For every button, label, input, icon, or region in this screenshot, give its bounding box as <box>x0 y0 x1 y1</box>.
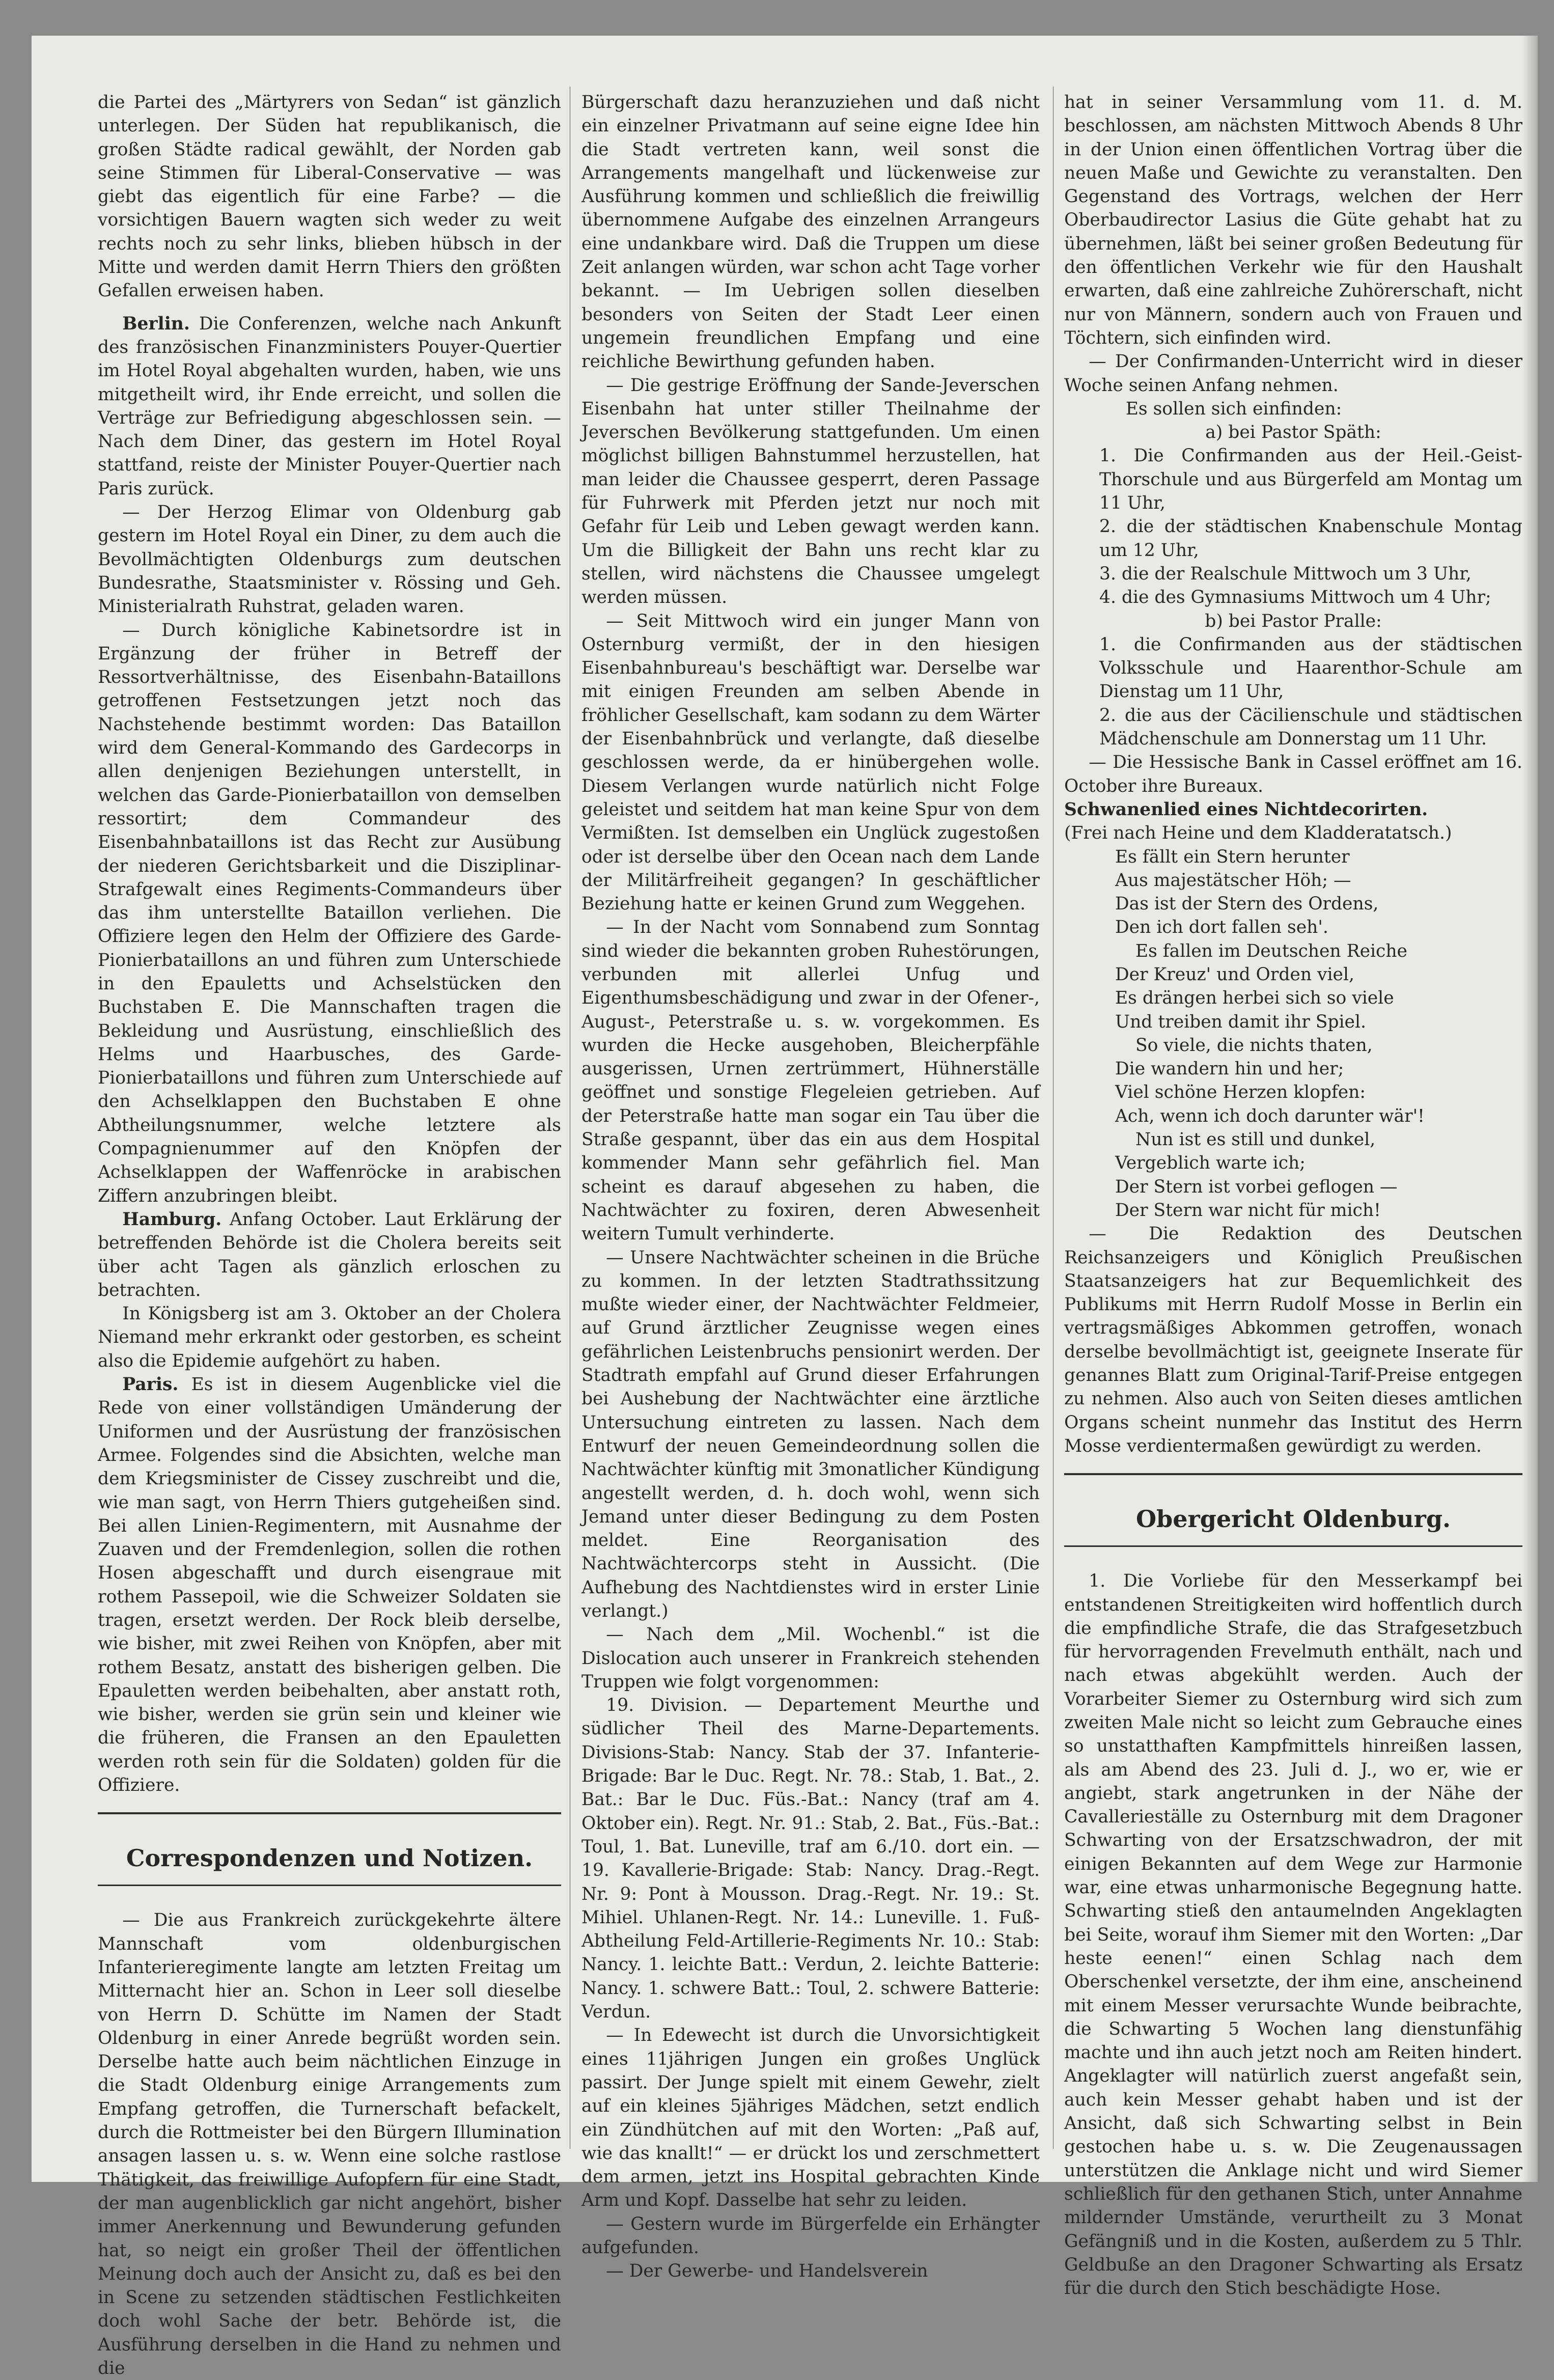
dateline: Paris. <box>122 1374 179 1395</box>
section-title: Correspondenzen und Notizen. <box>126 1844 533 1872</box>
poem-line: Es fallen im Deutschen Reiche <box>1135 940 1407 961</box>
newspaper-page <box>32 36 1538 2379</box>
article-paragraph: — Der Gewerbe- und Handelsverein <box>606 2261 928 2282</box>
poem-line: Das ist der Stern des Ordens, <box>1115 894 1379 915</box>
column-middle <box>581 91 1040 2283</box>
list-heading: b) bei Pastor Pralle: <box>1205 611 1382 631</box>
poem-title: Schwanenlied eines Nichtdecorirten. <box>1064 799 1428 820</box>
column-right <box>1064 91 1522 2300</box>
section-divider <box>1064 1545 1522 1547</box>
poem-line: Und treiben damit ihr Spiel. <box>1115 1011 1366 1032</box>
article-paragraph: — Seit Mittwoch wird ein junger Mann von Osternburg vermißt, der in den hiesigen Eisenbahnbureau's beschäftigt war. Derselbe war mit einigen Freunden am selben Abende in fröhlicher Gesellschaft, kam sodann zu dem Wärter der Eisenbahnbrück und verlangte, daß dieselbe geschlossen werde, da er hinübergehen wolle. Diesem Verlangen wurde natürlich nicht Folge geleistet und seitdem hat man keine Spur von dem Vermißten. Ist demselben ein Unglück zugestoßen oder ist derselbe über den Ocean nach dem Lande der Militärfreiheit gegangen? In geschäftlicher Beziehung hatte er keinen Grund zum Weggehen. <box>581 611 1040 915</box>
dateline: Berlin. <box>122 313 190 334</box>
section-divider <box>98 1812 561 1814</box>
poem-line: Es drängen herbei sich so viele <box>1115 988 1394 1009</box>
list-heading: a) bei Pastor Späth: <box>1205 422 1381 443</box>
poem-line: Nun ist es still und dunkel, <box>1135 1129 1376 1150</box>
poem-subtitle: (Frei nach Heine und dem Kladderatatsch.) <box>1064 823 1452 844</box>
article-berlin <box>98 312 561 501</box>
article-paragraph: 1. Die Vorliebe für den Messerkampf bei entstandenen Streitigkeiten wird hoffentlich durch die empfindliche Strafe, die das Strafgesetzbuch für hervorragenden Frevelmuth enthält, nach und nach etwas abgekühlt werden. Auch der Vorarbeiter Siemer zu Osternburg wird sich zum zweiten Male nicht so leicht zum Gebrauche eines so unstatthaften Kampfmittels hinreißen lassen, als am Abend des 23. Juli d. J., wo er, wie er angiebt, stark angetrunken in der Nähe der Cavallerieställe zu Osternburg mit dem Dragoner Schwarting von der Ersatzschwadron, der mit einigen Bekannten auf dem Wege zur Harmonie war, eine etwas unharmonische Begegnung hatte. Schwarting stieß den antaumelnden Angeklagten bei Seite, worauf ihm Siemer mit den Worten: „Dar heste eenen!“ einen Schlag nach dem Oberschenkel versetzte, der ihm eine, anscheinend mit einem Messer verursachte Wunde beibrachte, die Schwarting 5 Wochen lang dienstunfähig machte und ihn auch jetzt noch am Reiten hindert. Angeklagter will natürlich zuerst angefaßt sein, auch kein Messer gehabt haben und ist der Ansicht, daß sich Schwarting selbst in Bein gestochen habe u. s. w. Die Zeugenaussagen unterstützen die Anklage nicht und wird Siemer schließlich für den gethanen Stich, unter Annahme mildernder Umstände, verurtheilt zu 3 Monat Gefängniß und in die Kosten, außerdem zu 5 Thlr. Geldbuße an den Dragoner Schwarting als Ersatz für die durch den Stich beschädigte Hose. <box>1064 1571 1522 2299</box>
list-pastor-pralle <box>1064 633 1522 751</box>
list-item: 1. Die Confirmanden aus der Heil.-Geist-Thorschule und aus Bürgerfeld am Montag um 11 Uhr, <box>1099 446 1522 514</box>
poem-line: Die wandern hin und her; <box>1115 1059 1344 1080</box>
article-paragraph: — Unsere Nachtwächter scheinen in die Brüche zu kommen. In der letzten Stadtrathssitzung mußte wieder einer, der Nachtwächter Feldmeier, auf Grund ärztlicher Zeugnisse wegen eines gefährlichen Leistenbruchs pensionirt werden. Der Stadtrath empfahl auf Grund dieser Erfahrungen bei Aushebung der Nachtwächter eine ärztliche Untersuchung eintreten zu lassen. Nach dem Entwurf der neuen Gemeindeordnung sollen die Nachtwächter künftig mit 3monatlicher Kündigung angestellt werden, d. h. doch wohl, wenn sich Jemand unter dieser Bedingung zu dem Posten meldet. Eine Reorganisation des Nachtwächtercorps steht in Aussicht. (Die Aufhebung des Nachtdienstes wird in erster Linie verlangt.) <box>581 1247 1040 1621</box>
poem-line: Der Stern war nicht für mich! <box>1115 1200 1381 1221</box>
article-text: Es ist in diesem Augenblicke viel die Rede von einer vollständigen Umänderung der Uniformen und der Ausrüstung der französischen Armee. Folgendes sind die Absichten, welche man dem Kriegsminister de Cissey zuschreibt und die, wie man sagt, von Herrn Thiers gutgeheißen sind. Bei allen Linien-Regimentern, mit Ausnahme der Zuaven und der Fremdenlegion, sollen die rothen Hosen abgeschafft und durch eisengraue mit rothem Passepoil, wie die Schweizer Soldaten sie tragen, ersetzt werden. Der Rock bleib derselbe, wie bisher, mit zwei Reihen von Knöpfen, aber mit rothem Besatz, anstatt des bisherigen gelben. Die Epauletten werden beibehalten, aber anstatt roth, wie bisher, werden sie grün sein und kleiner wie die früheren, die Fransen an den Epauletten werden roth sein für die Soldaten) golden für die Offiziere. <box>98 1374 561 1796</box>
list-item: 1. die Confirmanden aus der städtischen Volksschule und Haarenthor-Schule am Dienstag um 11 Uhr, <box>1099 634 1522 702</box>
article-paris <box>98 1373 561 1797</box>
article-paragraph: — Die gestrige Eröffnung der Sande-Jeverschen Eisenbahn hat unter stiller Theilnahme der Jeverschen Bevölkerung stattgefunden. Um einen möglichst billigen Bahnstummel herzustellen, hat man leider die Chaussee gesperrt, deren Passage für Fuhrwerk mit Pferden jetzt nur noch mit Gefahr für Leib und Leben gewagt werden kann. Um die Billigkeit der Bahn uns recht klar zu stellen, wird nächstens die Chaussee umgelegt werden müssen. <box>581 375 1040 608</box>
poem-line: Ach, wenn ich doch darunter wär'! <box>1115 1105 1425 1126</box>
page-edge-shadow <box>1522 36 1538 2182</box>
poem-line: Viel schöne Herzen klopfen: <box>1115 1082 1366 1103</box>
list-pastor-spaeth <box>1064 444 1522 609</box>
article-paragraph: Bürgerschaft dazu heranzuziehen und daß nicht ein einzelner Privatmann auf seine eigne Idee hin die Stadt vertreten kann, weil sonst die Arrangements mangelhaft und lückenweise zur Ausführung kommen und schließlich die freiwillig übernommene Aufgabe des einzelnen Arrangeurs eine undankbare wird. Daß die Truppen um diese Zeit anlangen würden, war schon acht Tage vorher bekannt. — Im Uebrigen sollen dieselben besonders von Seiten der Stadt Leer einen ungemein freundlichen Empfang und eine reichliche Bewirthung gefunden haben. <box>581 92 1040 372</box>
section-divider <box>1064 1473 1522 1475</box>
poem-line: So viele, die nichts thaten, <box>1135 1035 1373 1056</box>
poem-line: Der Kreuz' und Orden viel, <box>1115 964 1354 985</box>
article-paragraph: — In der Nacht vom Sonnabend zum Sonntag sind wieder die bekannten groben Ruhestörungen, verbunden mit allerlei Unfug und Eigenthumsbeschädigung und zwar in der Ofener-, August-, Peterstraße u. s. w. vorgekommen. Es wurden die Hecke ausgehoben, Bleicherpfähle ausgerissen, Urnen zertrümmert, Hühnerställe geöffnet und sonstige Flegeleien getrieben. Auf der Peterstraße hatte man sogar ein Tau über die Straße gespannt, über das ein aus dem Hospital kommender Mann sehr gefährlich fiel. Man scheint es darauf abgesehen zu haben, die Nachtwächter zu foxiren, deren Abwesenheit weitern Tumult verhinderte. <box>581 917 1040 1244</box>
poem-line: Aus majestätscher Höh; — <box>1115 870 1351 891</box>
poem <box>1064 845 1522 1223</box>
article-paragraph: — Der Herzog Elimar von Oldenburg gab gestern im Hotel Royal ein Diner, zu dem auch die Bevollmächtigten Oldenburgs zum deutschen Bundesrathe, Staatsminister v. Rössing und Geh. Ministerialrath Ruhstrat, geladen waren. <box>98 502 561 617</box>
section-title: Obergericht Oldenburg. <box>1135 1505 1451 1533</box>
list-intro: Es sollen sich einfinden: <box>1125 398 1342 419</box>
article-hamburg <box>98 1208 561 1302</box>
poem-line: Den ich dort fallen seh'. <box>1115 917 1328 938</box>
article-text: Die Conferenzen, welche nach Ankunft des französischen Finanzministers Pouyer-Quertier im Hotel Royal abgehalten wurden, haben, wie uns mitgetheilt wird, ihr Ende erreicht, und sollen die Verträge zur Befriedigung abgeschlossen sein. — Nach dem Diner, das gestern im Hotel Royal stattfand, reiste der Minister Pouyer-Quertier nach Paris zurück. <box>98 313 561 499</box>
article-paragraph: die Partei des „Märtyrers von Sedan“ ist gänzlich unterlegen. Der Süden hat republikanisch, die großen Städte radical gewählt, der Norden gab seine Stimmen für Liberal-Conservative — was giebt das eigentlich für eine Farbe? — die vorsichtigen Bauern wagten sich weder zu weit rechts noch zu sehr links, blieben hübsch in der Mitte und werden damit Herrn Thiers den größten Gefallen erweisen haben. <box>98 92 561 301</box>
list-item: 2. die der städtischen Knabenschule Montag um 12 Uhr, <box>1099 516 1522 561</box>
list-item: 2. die aus der Cäcilienschule und städtischen Mädchenschule am Donnerstag um 11 Uhr. <box>1099 705 1522 750</box>
article-paragraph: — Durch königliche Kabinetsordre ist in Ergänzung der früher in Betreff der Ressortverhältnisse, des Eisenbahn-Bataillons getroffenen Festsetzungen jetzt noch das Nachstehende bestimmt worden: Das Bataillon wird dem General-Kommando des Gardecorps in allen denjenigen Beziehungen unterstellt, in welchen das Garde-Pionierbataillon von demselben ressortirt; dem Commandeur des Eisenbahnbataillons ist das Recht zur Ausübung der niederen Gerichtsbarkeit und die Disziplinar-Strafgewalt eines Regiments-Commandeurs über das ihm unterstellte Bataillon verliehen. Die Offiziere legen den Helm der Offiziere des Garde-Pionierbataillons an und führen zum Unterschiede in den Epauletts und Achselstücken den Buchstaben E. Die Mannschaften tragen die Bekleidung und Ausrüstung, einschließlich des Helms und Haarbusches, des Garde-Pionierbataillons und führen zum Unterschiede auf den Achselklappen den Buchstaben E ohne Abtheilungsnummer, welche letztere als Compagnienummer auf den Knöpfen der Achselklappen der Waffenröcke in arabischen Ziffern anzubringen bleibt. <box>98 620 561 1206</box>
column-left <box>98 91 561 2380</box>
article-paragraph: — Die Redaktion des Deutschen Reichsanzeigers und Königlich Preußischen Staatsanzeigers hat zur Bequemlichkeit des Publikums mit Herrn Rudolf Mosse in Berlin ein vertragsmäßiges Abkommen getroffen, wonach derselbe bevollmächtigt ist, geeignete Inserate für genannes Blatt zum Original-Tarif-Preise entgegen zu nehmen. Also auch von Seiten dieses amtlichen Organs scheint nunmehr das Institut des Herrn Mosse verdientermaßen gewürdigt zu werden. <box>1064 1224 1522 1456</box>
poem-line: Der Stern ist vorbei geflogen — <box>1115 1176 1398 1197</box>
article-paragraph: In Königsberg ist am 3. Oktober an der Cholera Niemand mehr erkrankt oder gestorben, es scheint also die Epidemie aufgehört zu haben. <box>98 1304 561 1371</box>
article-paragraph: — Der Confirmanden-Unterricht wird in dieser Woche seinen Anfang nehmen. <box>1064 351 1522 396</box>
article-paragraph: hat in seiner Versammlung vom 11. d. M. beschlossen, am nächsten Mittwoch Abends 8 Uhr in der Union einen öffentlichen Vortrag über die neuen Maße und Gewichte zu veranstalten. Den Gegenstand des Vortrags, welchen der Herr Oberbaudirector Lasius die Güte gehabt hat zu übernehmen, läßt bei seiner großen Bedeutung für den öffentlichen Verkehr wie für den Haushalt erwarten, daß eine zahlreiche Zuhörerschaft, nicht nur von Männern, sondern auch von Frauen und Töchtern, sich einfinden wird. <box>1064 92 1522 348</box>
article-paragraph: — Gestern wurde im Bürgerfelde ein Erhängter aufgefunden. <box>581 2213 1040 2258</box>
article-paragraph: — In Edewecht ist durch die Unvorsichtigkeit eines 11jährigen Jungen ein großes Unglück passirt. Der Junge spielt mit einem Gewehr, zielt auf ein kleines 5jähriges Mädchen, setzt endlich ein Zündhütchen auf mit den Worten: „Paß auf, wie das knallt!“ — er drückt los und zerschmettert dem armen, jetzt ins Hospital gebrachten Kinde Arm und Kopf. Dasselbe hat sehr zu leiden. <box>581 2025 1040 2211</box>
dateline: Hamburg. <box>122 1209 222 1230</box>
section-divider <box>98 1885 561 1886</box>
poem-line: Es fällt ein Stern herunter <box>1115 846 1350 867</box>
article-paragraph: — Die Hessische Bank in Cassel eröffnet am 16. October ihre Bureaux. <box>1064 752 1522 796</box>
article-paragraph: — Die aus Frankreich zurückgekehrte ältere Mannschaft vom oldenburgischen Infanterieregimente langte am letzten Freitag um Mitternacht hier an. Schon in Leer soll dieselbe von Herrn D. Schütte im Namen der Stadt Oldenburg in einer Anrede begrüßt worden sein. Derselbe hatte auch beim nächtlichen Einzuge in die Stadt Oldenburg einige Arrangements zum Empfang getroffen, die Turnerschaft befackelt, durch die Rottmeister bei den Bürgern Illumination ansagen lassen u. s. w. Wenn eine solche rastlose Thätigkeit, das freiwillige Aufopfern für eine Stadt, der man augenblicklich gar nicht angehört, bisher immer Anerkennung und Bewunderung gefunden hat, so neigt ein großer Theil der öffentlichen Meinung doch auch der Ansicht zu, daß es bei den in Scene zu setzenden städtischen Festlichkeiten doch wohl Sache der betr. Behörde ist, die Ausführung derselben in die Hand zu nehmen und die <box>98 1910 561 2379</box>
article-text: Anfang October. Laut Erklärung der betreffenden Behörde ist die Cholera bereits seit über acht Tagen als gänzlich erloschen zu betrachten. <box>98 1209 562 1300</box>
list-item: 3. die der Realschule Mittwoch um 3 Uhr, <box>1099 563 1472 584</box>
article-paragraph: 19. Division. — Departement Meurthe und südlicher Theil des Marne-Departements. Divisions-Stab: Nancy. Stab der 37. Infanterie-Brigade: Bar le Duc. Regt. Nr. 78.: Stab, 1. Bat., 2. Bat.: Bar le Duc. Füs.-Bat.: Nancy (traf am 4. Oktober ein). Regt. Nr. 91.: Stab, 2. Bat., Füs.-Bat.: Toul, 1. Bat. Luneville, traf am 6./10. dort ein. — 19. Kavallerie-Brigade: Stab: Nancy. Drag.-Regt. Nr. 9: Pont à Mousson. Drag.-Regt. Nr. 19.: St. Mihiel. Uhlanen-Regt. Nr. 14.: Luneville. 1. Fuß-Abtheilung Feld-Artillerie-Regiments Nr. 10.: Stab: Nancy. 1. leichte Batt.: Verdun, 2. leichte Batterie: Nancy. 1. schwere Batt.: Toul, 2. schwere Batterie: Verdun. <box>581 1695 1040 2023</box>
list-item: 4. die des Gymnasiums Mittwoch um 4 Uhr; <box>1099 587 1491 608</box>
article-paragraph: — Nach dem „Mil. Wochenbl.“ ist die Dislocation auch unserer in Frankreich stehenden Truppen wie folgt vorgenommen: <box>581 1624 1040 1692</box>
poem-line: Vergeblich warte ich; <box>1115 1153 1306 1174</box>
